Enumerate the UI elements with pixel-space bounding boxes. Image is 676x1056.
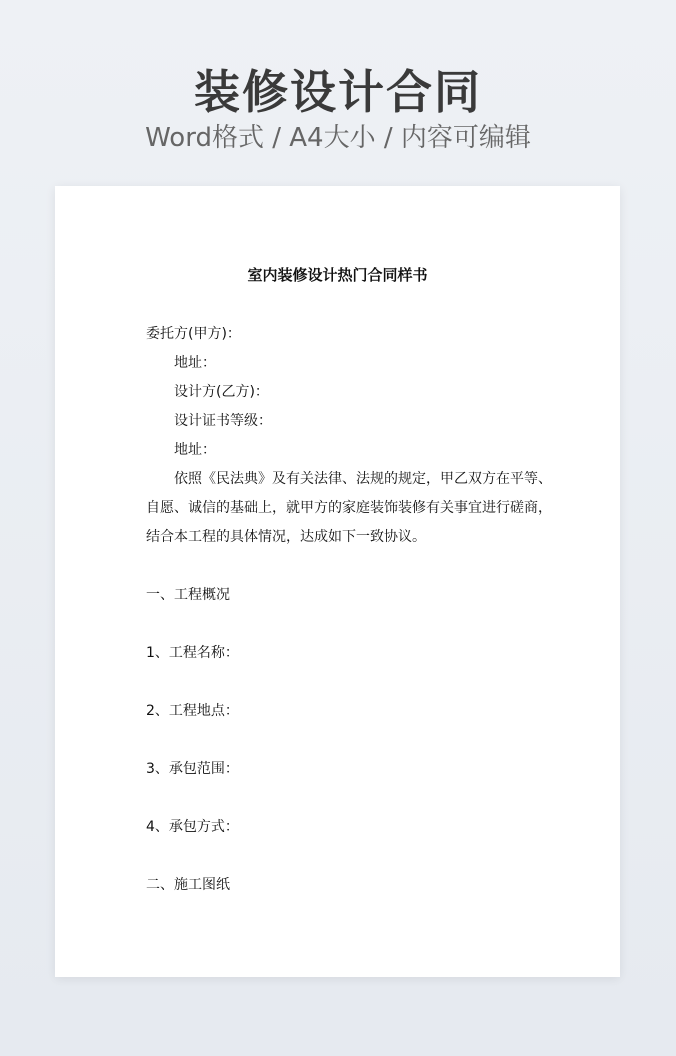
- document-page: [55, 186, 620, 977]
- project-name-line: 1、工程名称：: [146, 645, 239, 661]
- intro-paragraph-line-1: 依照《民法典》及有关法律、法规的规定，甲乙双方在平等、: [174, 471, 552, 487]
- address-a-line: 地址：: [174, 355, 216, 371]
- contract-method-line: 4、承包方式：: [146, 819, 239, 835]
- section-heading-project-overview: 一、工程概况: [146, 587, 230, 603]
- party-a-line: 委托方(甲方)：: [146, 326, 241, 342]
- intro-paragraph-line-2: 自愿、诚信的基础上，就甲方的家庭装饰装修有关事宜进行磋商，: [146, 500, 552, 516]
- intro-paragraph-line-3: 结合本工程的具体情况，达成如下一致协议。: [146, 529, 426, 545]
- banner-title: 装修设计合同: [194, 65, 482, 119]
- address-b-line: 地址：: [174, 442, 216, 458]
- section-heading-construction-drawings: 二、施工图纸: [146, 877, 230, 893]
- document-body: [146, 320, 552, 900]
- banner-subtitle: Word格式 / A4大小 / 内容可编辑: [145, 123, 531, 153]
- contract-scope-line: 3、承包范围：: [146, 761, 239, 777]
- party-b-line: 设计方(乙方)：: [174, 384, 269, 400]
- document-title: 室内装修设计热门合同样书: [247, 266, 428, 284]
- project-location-line: 2、工程地点：: [146, 703, 239, 719]
- cert-level-line: 设计证书等级：: [174, 413, 272, 429]
